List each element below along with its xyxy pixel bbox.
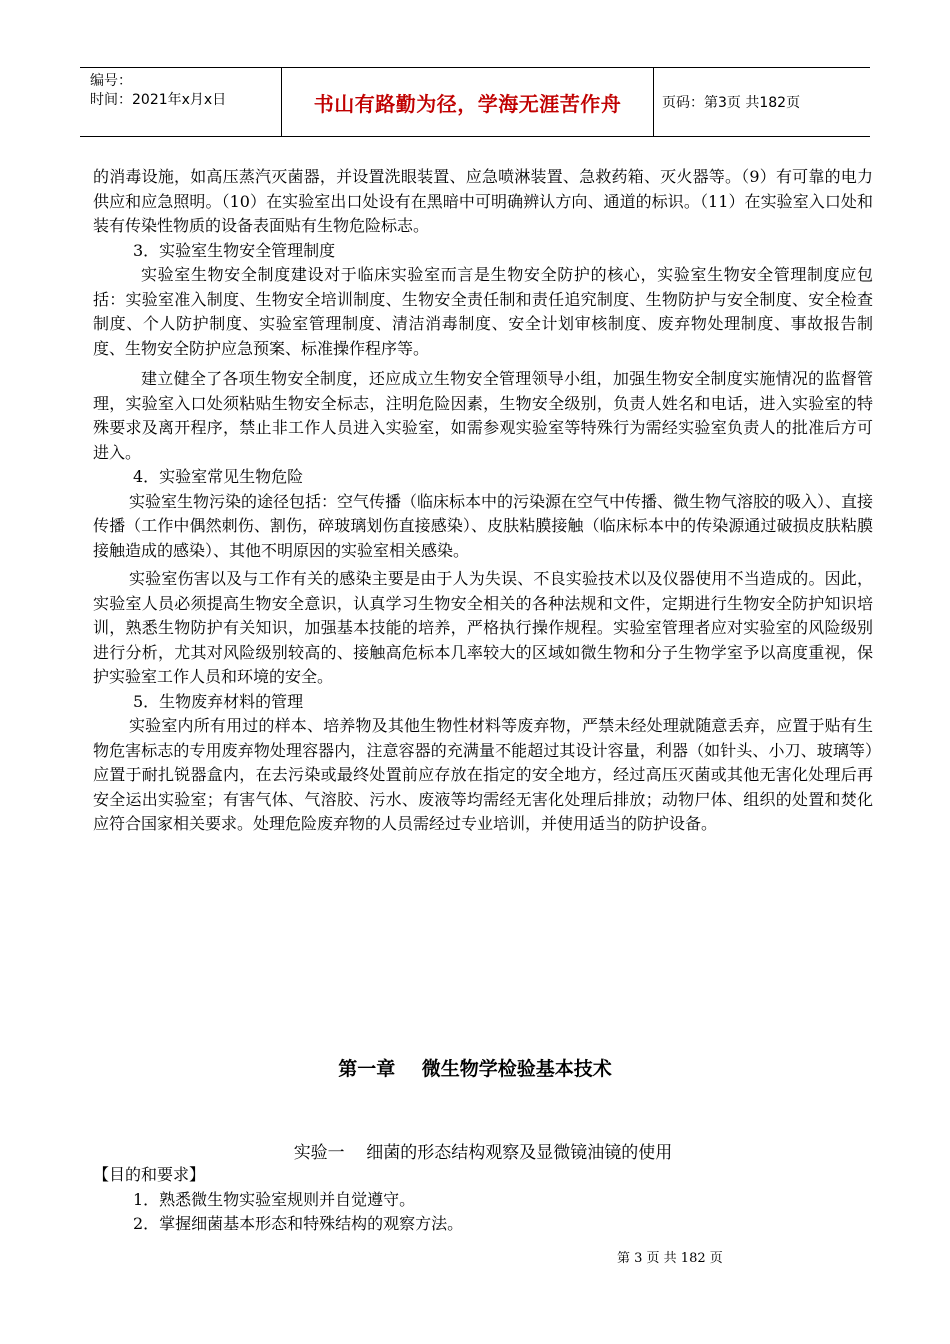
paragraph: 实验室生物安全制度建设对于临床实验室而言是生物安全防护的核心，实验室生物安全管理制度应包括：实验室准入制度、生物安全培训制度、生物安全责任制和责任追究制度、生物防护与安全制度、安全检查制度、个人防护制度、实验室管理制度、清洁消毒制度、安全计划审核制度、废弃物处理制度、事故报告制度、生物安全防护应急预案、标准操作程序等。: [93, 265, 873, 358]
objectives-section: [93, 1163, 873, 1237]
paragraph: 的消毒设施，如高压蒸汽灭菌器，并设置洗眼装置、应急喷淋装置、急救药箱、灭火器等。（9）有可靠的电力供应和应急照明。（10）在实验室出口处设有在黑暗中可明确辨认方向、通道的标识。（11）在实验室入口处和装有传染性物质的设备表面贴有生物危险标志。: [93, 167, 873, 235]
chapter-title: 第一章 微生物学检验基本技术: [338, 1058, 612, 1080]
experiment-title: 实验一 细菌的形态结构观察及显微镜油镜的使用: [293, 1143, 673, 1163]
section-heading: 5．生物废弃材料的管理: [133, 691, 304, 711]
header-page-number: 页码：第3页 共182页: [662, 95, 801, 111]
header-motto: 书山有路勤为径，学海无涯苦作舟: [282, 68, 654, 136]
document-number: 编号：: [90, 73, 132, 89]
objectives-heading: 【目的和要求】: [93, 1165, 206, 1184]
body-text: [93, 165, 873, 837]
objective-item: 1．熟悉微生物实验室规则并自觉遵守。: [133, 1189, 416, 1209]
paragraph: 实验室内所有用过的样本、培养物及其他生物性材料等废弃物，严禁未经处理就随意丢弃，应置于贴有生物危害标志的专用废弃物处理容器内，注意容器的充满量不能超过其设计容量，利器（如针头、小刀、玻璃等）应置于耐扎锐器盒内，在去污染或最终处置前应存放在指定的安全地方，经过高压灭菌或其他无害化处理后再安全运出实验室；有害气体、气溶胶、污水、废液等均需经无害化处理后排放；动物尸体、组织的处置和焚化应符合国家相关要求。处理危险废弃物的人员需经过专业培训，并使用适当的防护设备。: [93, 716, 873, 833]
paragraph: 实验室伤害以及与工作有关的感染主要是由于人为失误、不良实验技术以及仪器使用不当造成的。因此，实验室人员必须提高生物安全意识，认真学习生物安全相关的各种法规和文件，定期进行生物安全防护知识培训，熟悉生物防护有关知识，加强基本技能的培养，严格执行操作规程。实验室管理者应对实验室的风险级别进行分析，尤其对风险级别较高的、接触高危标本几率较大的区域如微生物和分子生物学室予以高度重视，保护实验室工作人员和环境的安全。: [93, 569, 873, 686]
header-meta: [80, 68, 282, 136]
paragraph: 建立健全了各项生物安全制度，还应成立生物安全管理领导小组，加强生物安全制度实施情况的监督管理，实验室入口处须粘贴生物安全标志，注明危险因素，生物安全级别，负责人姓名和电话，进入实验室的特殊要求及离开程序，禁止非工作人员进入实验室，如需参观实验室等特殊行为需经实验室负责人的批准后方可进入。: [93, 369, 873, 462]
section-heading: 4．实验室常见生物危险: [133, 467, 304, 486]
page-header: [80, 67, 870, 137]
document-date: 时间：2021年x月x日: [90, 92, 227, 108]
section-heading: 3．实验室生物安全管理制度: [133, 240, 336, 260]
paragraph: 实验室生物污染的途径包括：空气传播（临床标本中的污染源在空气中传播、微生物气溶胶的吸入）、直接传播（工作中偶然刺伤、割伤，碎玻璃划伤直接感染）、皮肤粘膜接触（临床标本中的传染源通过破损皮肤粘膜接触造成的感染）、其他不明原因的实验室相关感染。: [93, 491, 874, 560]
page-footer: 第 3 页 共 182 页: [617, 1251, 723, 1266]
objective-item: 2．掌握细菌基本形态和特殊结构的观察方法。: [133, 1214, 464, 1233]
